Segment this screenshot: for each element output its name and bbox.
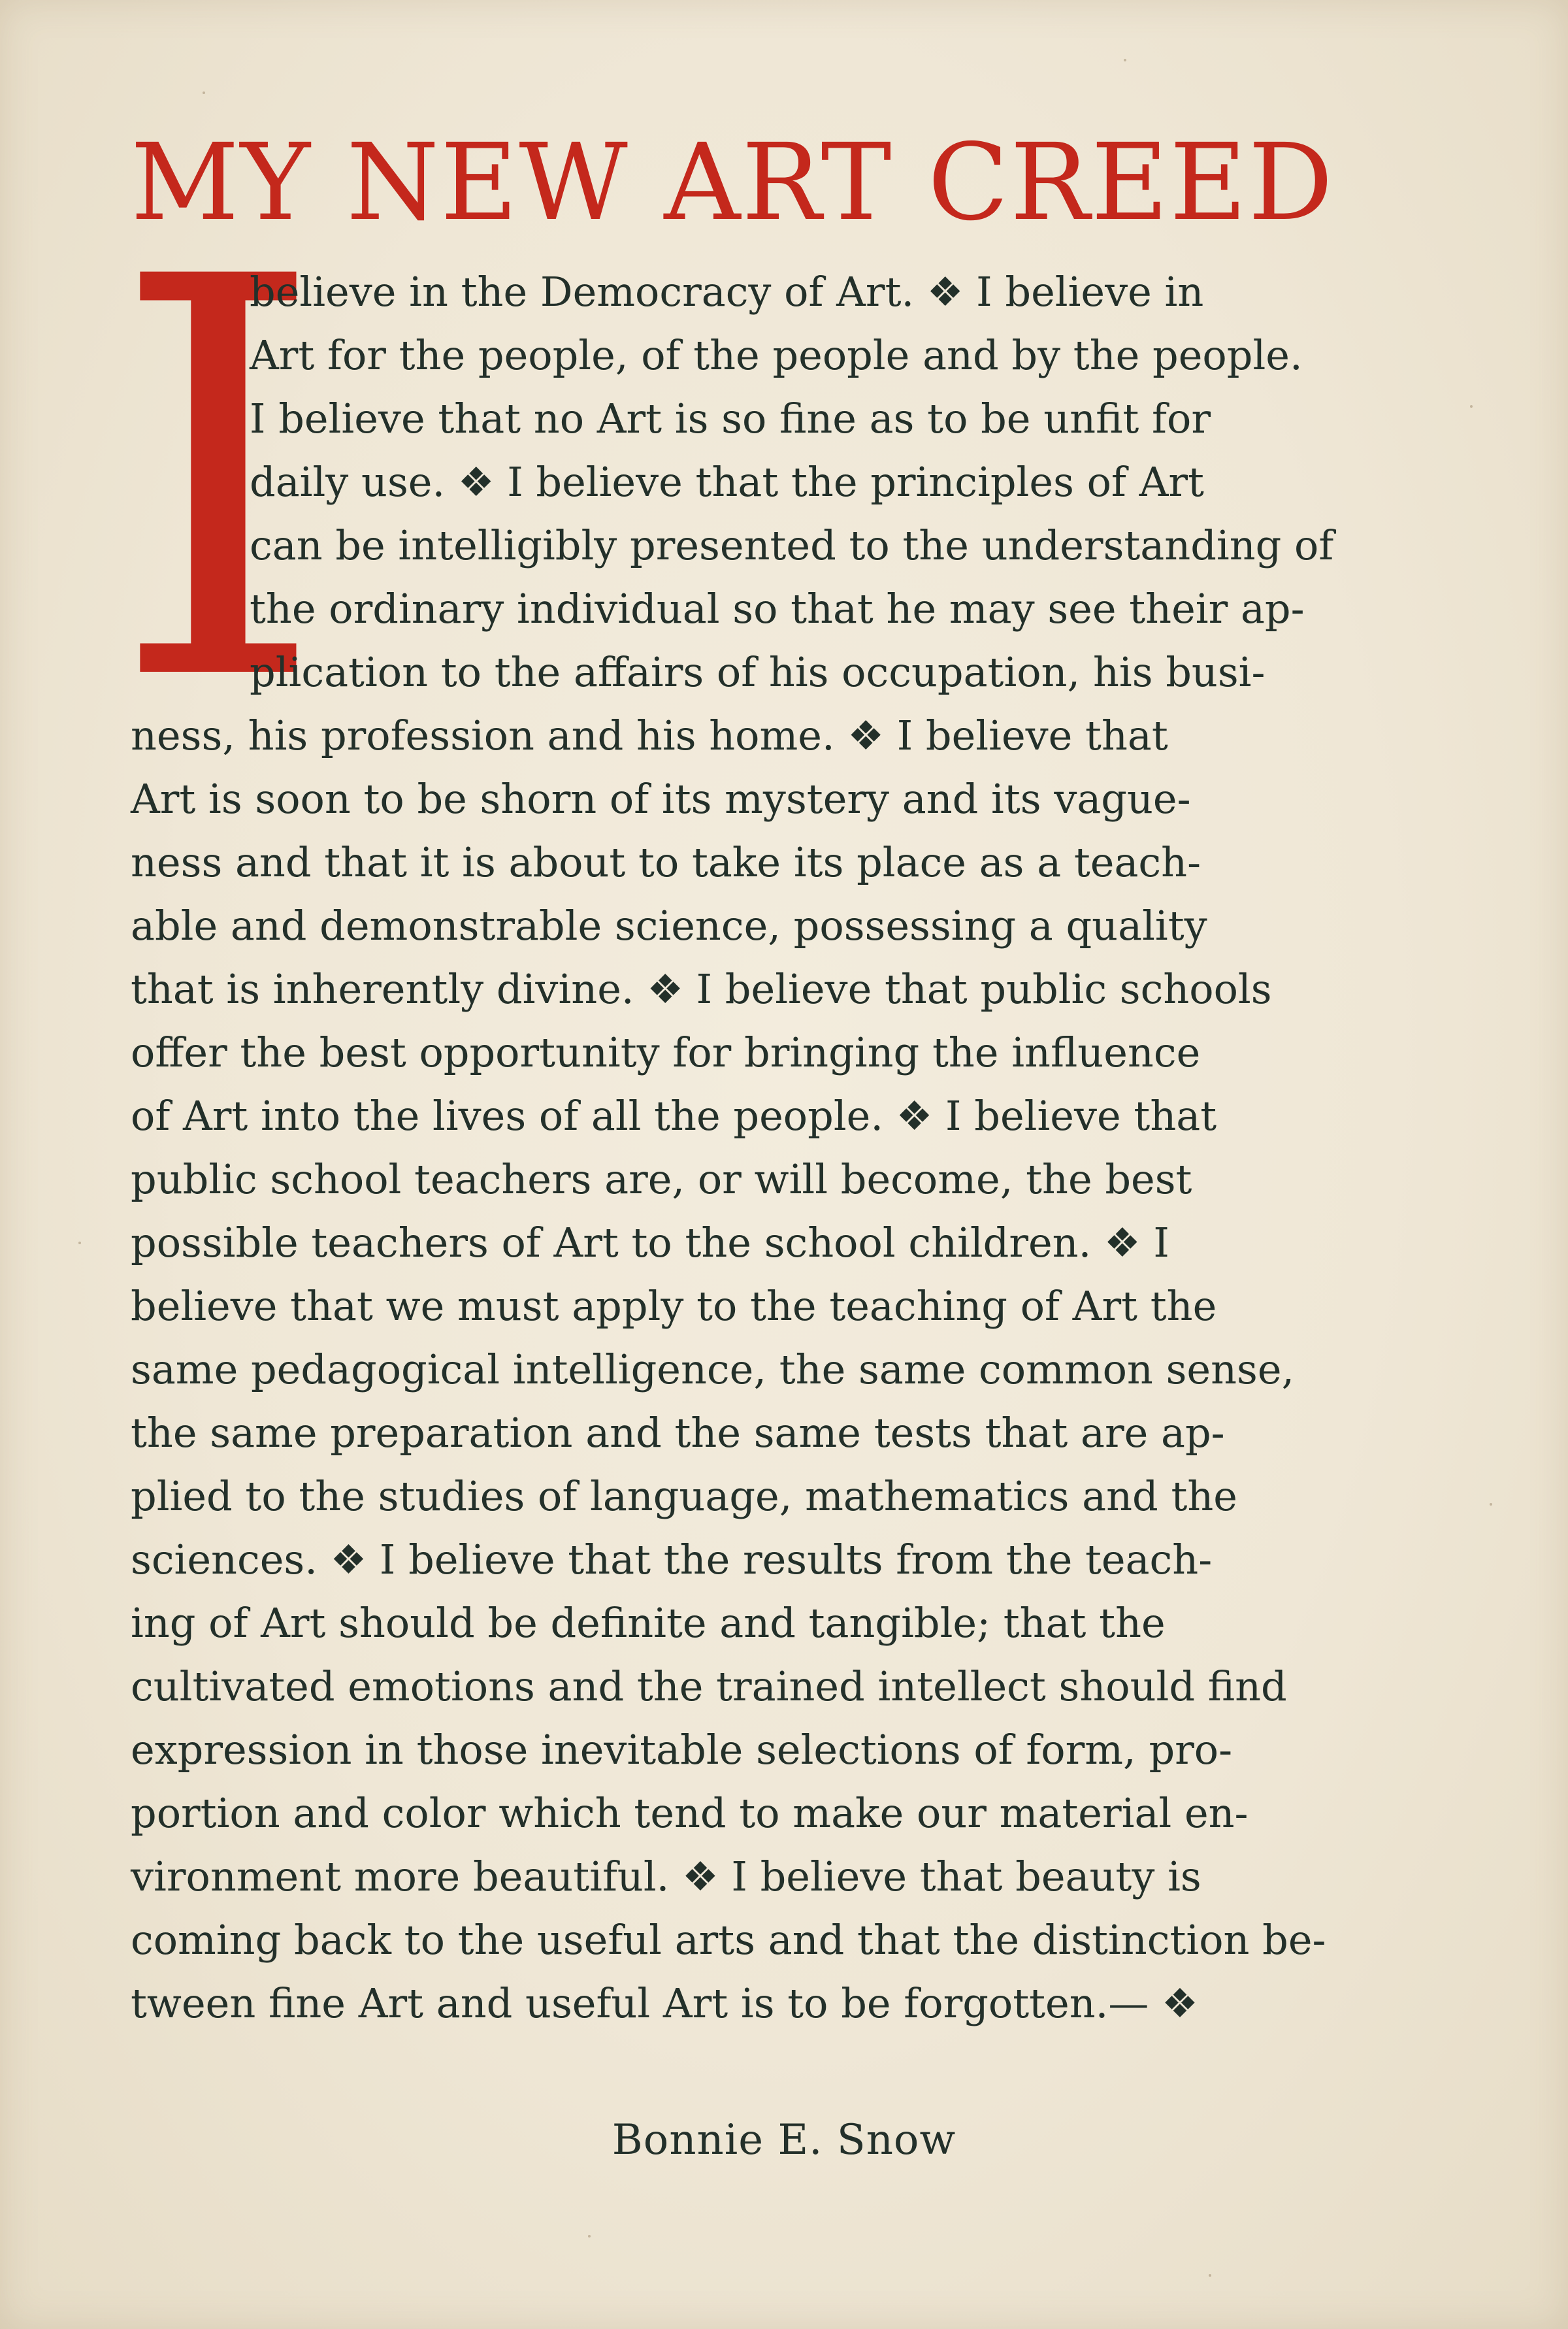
- creed-line-9: Art is soon to be shorn of its mystery and its vague-: [131, 775, 1191, 823]
- creed-line-22: ing of Art should be definite and tangible; that the: [131, 1599, 1166, 1647]
- creed-line-11: able and demonstrable science, possessing a quality: [131, 902, 1207, 950]
- creed-line-13: offer the best opportunity for bringing the influence: [131, 1029, 1201, 1076]
- paper-speck: [1124, 59, 1126, 61]
- creed-line-7: plication to the affairs of his occupation, his busi-: [250, 648, 1266, 696]
- drop-cap-letter: I: [110, 163, 327, 802]
- creed-line-18: same pedagogical intelligence, the same common sense,: [131, 1346, 1295, 1393]
- creed-line-2: Art for the people, of the people and by the people.: [250, 331, 1303, 379]
- creed-line-1: believe in the Democracy of Art. ❖ I believe in: [250, 268, 1204, 316]
- creed-line-26: vironment more beautiful. ❖ I believe that beauty is: [131, 1853, 1201, 1900]
- paper-speck: [1490, 1503, 1492, 1506]
- creed-line-23: cultivated emotions and the trained intellect should find: [131, 1662, 1287, 1710]
- creed-line-6: the ordinary individual so that he may see their ap-: [250, 585, 1305, 633]
- creed-line-25: portion and color which tend to make our material en-: [131, 1789, 1249, 1837]
- document-title: MY NEW ART CREED: [131, 122, 1335, 244]
- creed-line-17: believe that we must apply to the teaching of Art the: [131, 1282, 1217, 1330]
- creed-line-10: ness and that it is about to take its place as a teach-: [131, 838, 1201, 886]
- creed-line-15: public school teachers are, or will become, the best: [131, 1155, 1192, 1203]
- creed-line-12: that is inherently divine. ❖ I believe that public schools: [131, 965, 1272, 1013]
- creed-line-20: plied to the studies of language, mathematics and the: [131, 1472, 1237, 1520]
- paper-speck: [203, 91, 205, 94]
- creed-line-4: daily use. ❖ I believe that the principles of Art: [250, 458, 1204, 506]
- paper-speck: [1209, 2274, 1211, 2277]
- creed-line-24: expression in those inevitable selections of form, pro-: [131, 1726, 1233, 1774]
- creed-line-27: coming back to the useful arts and that the distinction be-: [131, 1916, 1326, 1964]
- creed-line-21: sciences. ❖ I believe that the results from the teach-: [131, 1536, 1213, 1583]
- creed-line-19: the same preparation and the same tests that are ap-: [131, 1409, 1225, 1457]
- creed-line-16: possible teachers of Art to the school children. ❖ I: [131, 1219, 1169, 1266]
- paper-speck: [1470, 405, 1473, 408]
- creed-line-8: ness, his profession and his home. ❖ I believe that: [131, 712, 1168, 759]
- creed-line-5: can be intelligibly presented to the understanding of: [250, 521, 1334, 569]
- paper-speck: [78, 1242, 81, 1244]
- creed-line-28: tween fine Art and useful Art is to be forgotten.— ❖: [131, 1979, 1198, 2027]
- author-signature: Bonnie E. Snow: [612, 2116, 956, 2164]
- paper-speck: [588, 2235, 591, 2238]
- creed-line-14: of Art into the lives of all the people. ❖ I believe that: [131, 1092, 1217, 1140]
- creed-line-3: I believe that no Art is so fine as to be unfit for: [250, 395, 1211, 442]
